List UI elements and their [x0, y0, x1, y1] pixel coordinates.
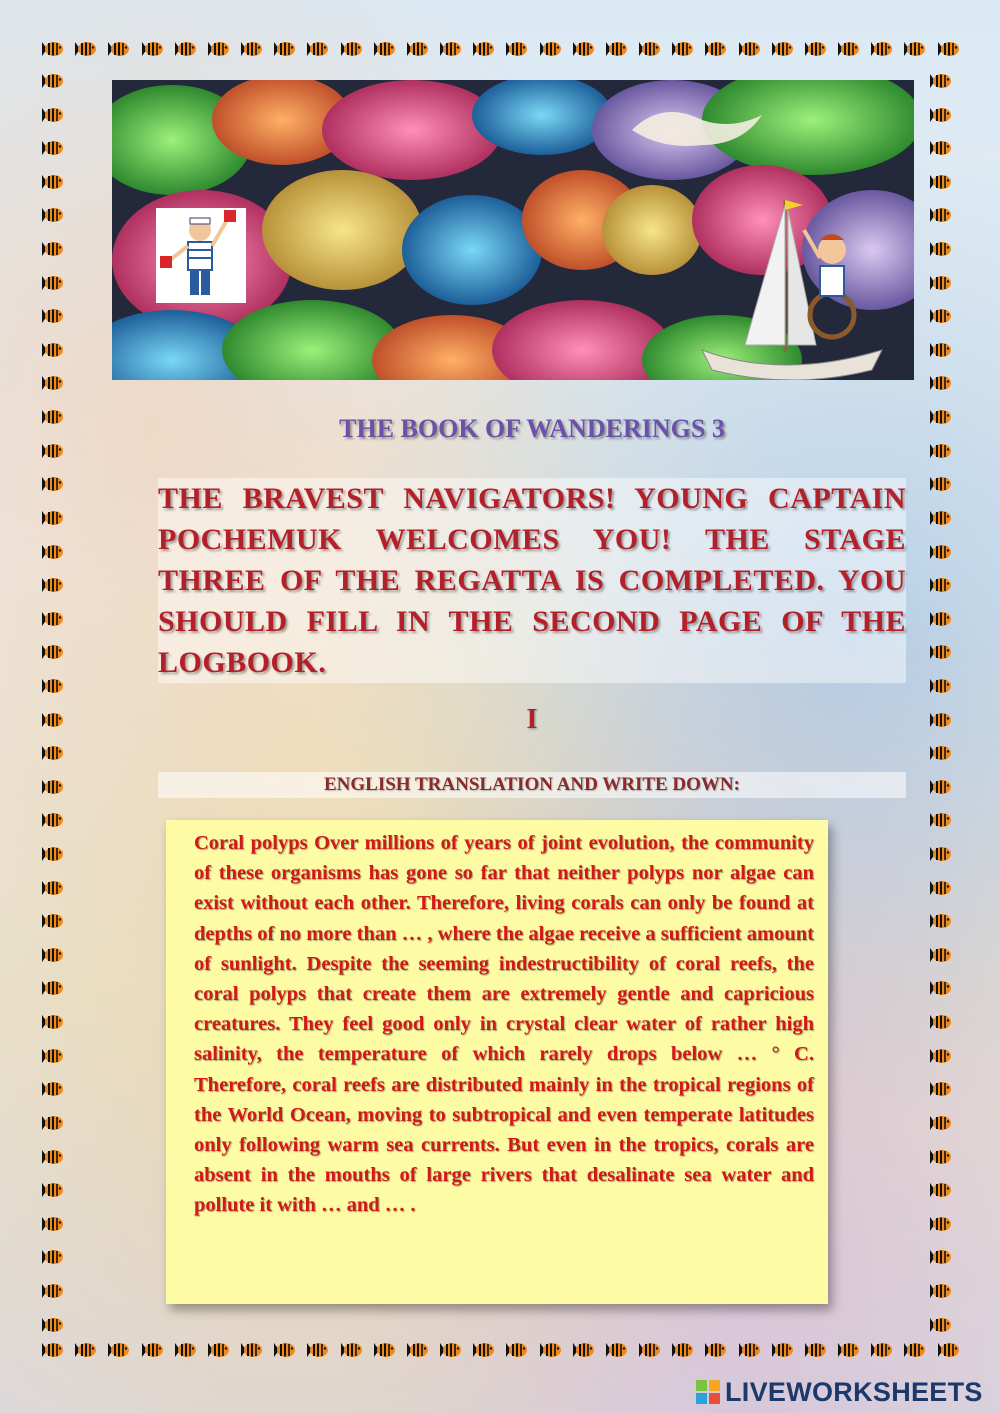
fish-icon — [928, 744, 952, 762]
fish-icon — [928, 543, 952, 561]
fish-icon — [737, 1341, 761, 1359]
fish-icon — [803, 40, 827, 58]
fish-icon — [305, 40, 329, 58]
logo-text: LIVEWORKSHEETS — [725, 1376, 983, 1407]
fish-icon — [928, 72, 952, 90]
intro-message: THE BRAVEST NAVIGATORS! YOUNG CAPTAIN POCHEMUK WELCOMES YOU! THE STAGE THREE OF THE REGATTA IS COMPLETED. YOU SHOULD FILL IN THE SECOND PAGE OF THE LOGBOOK. — [158, 478, 906, 683]
fish-icon — [604, 40, 628, 58]
fish-icon — [40, 576, 64, 594]
fish-icon — [928, 610, 952, 628]
page-title: THE BOOK OF WANDERINGS 3 — [339, 414, 725, 443]
fish-icon — [206, 1341, 230, 1359]
coral-reef-illustration — [112, 80, 914, 380]
fish-icon — [40, 778, 64, 796]
fish-icon — [239, 1341, 263, 1359]
fish-icon — [40, 1148, 64, 1166]
fish-icon — [40, 509, 64, 527]
fish-icon — [40, 946, 64, 964]
fish-icon — [40, 811, 64, 829]
fish-icon — [471, 1341, 495, 1359]
fish-icon — [40, 979, 64, 997]
fish-icon — [73, 40, 97, 58]
fish-icon — [40, 677, 64, 695]
coral-reef-banner — [112, 80, 914, 380]
fish-icon — [40, 408, 64, 426]
fish-icon — [40, 442, 64, 460]
fish-border-left — [40, 72, 66, 1334]
fish-icon — [40, 1341, 64, 1359]
fish-icon — [106, 1341, 130, 1359]
fish-icon — [928, 1215, 952, 1233]
fish-icon — [928, 139, 952, 157]
fish-icon — [106, 40, 130, 58]
fish-icon — [504, 40, 528, 58]
fish-icon — [272, 40, 296, 58]
fish-icon — [836, 40, 860, 58]
sailor-boy-card — [156, 208, 246, 303]
fish-icon — [703, 40, 727, 58]
fish-icon — [40, 72, 64, 90]
liveworksheets-logo[interactable] — [695, 1376, 983, 1408]
fish-icon — [928, 1316, 952, 1334]
fish-icon — [770, 1341, 794, 1359]
fish-icon — [40, 307, 64, 325]
fish-icon — [928, 643, 952, 661]
fish-icon — [40, 610, 64, 628]
fish-icon — [339, 1341, 363, 1359]
fish-icon — [40, 543, 64, 561]
fish-icon — [40, 1114, 64, 1132]
fish-icon — [40, 1316, 64, 1334]
fish-icon — [140, 40, 164, 58]
fish-icon — [928, 374, 952, 392]
fish-icon — [40, 106, 64, 124]
fish-icon — [928, 509, 952, 527]
fish-icon — [928, 811, 952, 829]
passage-text: Coral polyps Over millions of years of joint evolution, the community of these organisms has gone so far that neither polyps nor algae can exist without each other. Therefore, living corals can only be found at depths of no more than … , where the algae receive a sufficient amount of sunlight. Despite the seeming indestructibility of coral reefs, the coral polyps that create them are extremely gentle and capricious creatures. They feel good only in crystal clear water of rather high salinity, the temperature of which rarely drops below … ° C. Therefore, coral reefs are distributed mainly in the tropical regions of the World Ocean, moving to subtropical and even temperate latitudes only following warm sea currents. But even in the tropics, corals are absent in the mouths of large rivers that desalinate sea water and pollute it with … and … . — [194, 832, 814, 1217]
fish-icon — [40, 744, 64, 762]
fish-icon — [40, 1181, 64, 1199]
fish-border-right — [928, 72, 954, 1334]
fish-icon — [40, 274, 64, 292]
fish-icon — [40, 139, 64, 157]
fish-icon — [928, 1080, 952, 1098]
fish-icon — [928, 442, 952, 460]
fish-icon — [40, 240, 64, 258]
fish-icon — [40, 643, 64, 661]
fish-icon — [703, 1341, 727, 1359]
fish-icon — [40, 1080, 64, 1098]
fish-icon — [928, 576, 952, 594]
fish-icon — [928, 1114, 952, 1132]
fish-icon — [670, 40, 694, 58]
fish-icon — [637, 40, 661, 58]
fish-icon — [504, 1341, 528, 1359]
fish-icon — [40, 40, 64, 58]
fish-icon — [372, 1341, 396, 1359]
fish-icon — [928, 173, 952, 191]
fish-icon — [928, 240, 952, 258]
fish-icon — [571, 1341, 595, 1359]
fish-icon — [936, 40, 960, 58]
fish-icon — [770, 40, 794, 58]
fish-icon — [928, 1248, 952, 1266]
fish-border-top — [40, 40, 960, 66]
fish-icon — [928, 106, 952, 124]
fish-icon — [928, 1148, 952, 1166]
fish-icon — [173, 40, 197, 58]
liveworksheets-logo-icon — [695, 1379, 721, 1405]
fish-icon — [869, 1341, 893, 1359]
fish-icon — [836, 1341, 860, 1359]
fish-icon — [40, 475, 64, 493]
fish-icon — [206, 40, 230, 58]
fish-icon — [40, 173, 64, 191]
fish-icon — [928, 879, 952, 897]
fish-icon — [438, 1341, 462, 1359]
passage-box — [166, 820, 828, 1304]
fish-icon — [670, 1341, 694, 1359]
fish-icon — [928, 845, 952, 863]
fish-icon — [637, 1341, 661, 1359]
fish-icon — [928, 274, 952, 292]
fish-icon — [928, 1047, 952, 1065]
fish-icon — [928, 677, 952, 695]
fish-icon — [73, 1341, 97, 1359]
fish-icon — [936, 1341, 960, 1359]
fish-icon — [405, 40, 429, 58]
fish-icon — [272, 1341, 296, 1359]
fish-icon — [173, 1341, 197, 1359]
fish-icon — [869, 40, 893, 58]
fish-icon — [40, 1248, 64, 1266]
fish-icon — [928, 1282, 952, 1300]
fish-icon — [40, 1215, 64, 1233]
fish-icon — [604, 1341, 628, 1359]
fish-icon — [438, 40, 462, 58]
fish-icon — [902, 1341, 926, 1359]
fish-icon — [538, 1341, 562, 1359]
fish-border-bottom — [40, 1341, 960, 1367]
fish-icon — [40, 845, 64, 863]
fish-icon — [40, 1282, 64, 1300]
fish-icon — [339, 40, 363, 58]
fish-icon — [372, 40, 396, 58]
fish-icon — [928, 1013, 952, 1031]
fish-icon — [40, 711, 64, 729]
fish-icon — [928, 778, 952, 796]
fish-icon — [928, 475, 952, 493]
fish-icon — [928, 1181, 952, 1199]
fish-icon — [928, 912, 952, 930]
fish-icon — [40, 912, 64, 930]
fish-icon — [40, 206, 64, 224]
fish-icon — [305, 1341, 329, 1359]
fish-icon — [40, 1047, 64, 1065]
fish-icon — [471, 40, 495, 58]
section-number: I — [526, 704, 538, 735]
fish-icon — [928, 206, 952, 224]
fish-icon — [538, 40, 562, 58]
fish-icon — [40, 1013, 64, 1031]
fish-icon — [239, 40, 263, 58]
task-instruction: ENGLISH TRANSLATION AND WRITE DOWN: — [158, 772, 906, 798]
fish-icon — [40, 374, 64, 392]
fish-icon — [40, 341, 64, 359]
fish-icon — [803, 1341, 827, 1359]
fish-icon — [928, 946, 952, 964]
fish-icon — [737, 40, 761, 58]
fish-icon — [140, 1341, 164, 1359]
fish-icon — [405, 1341, 429, 1359]
fish-icon — [571, 40, 595, 58]
fish-icon — [928, 979, 952, 997]
fish-icon — [902, 40, 926, 58]
fish-icon — [40, 879, 64, 897]
fish-icon — [928, 341, 952, 359]
fish-icon — [928, 307, 952, 325]
